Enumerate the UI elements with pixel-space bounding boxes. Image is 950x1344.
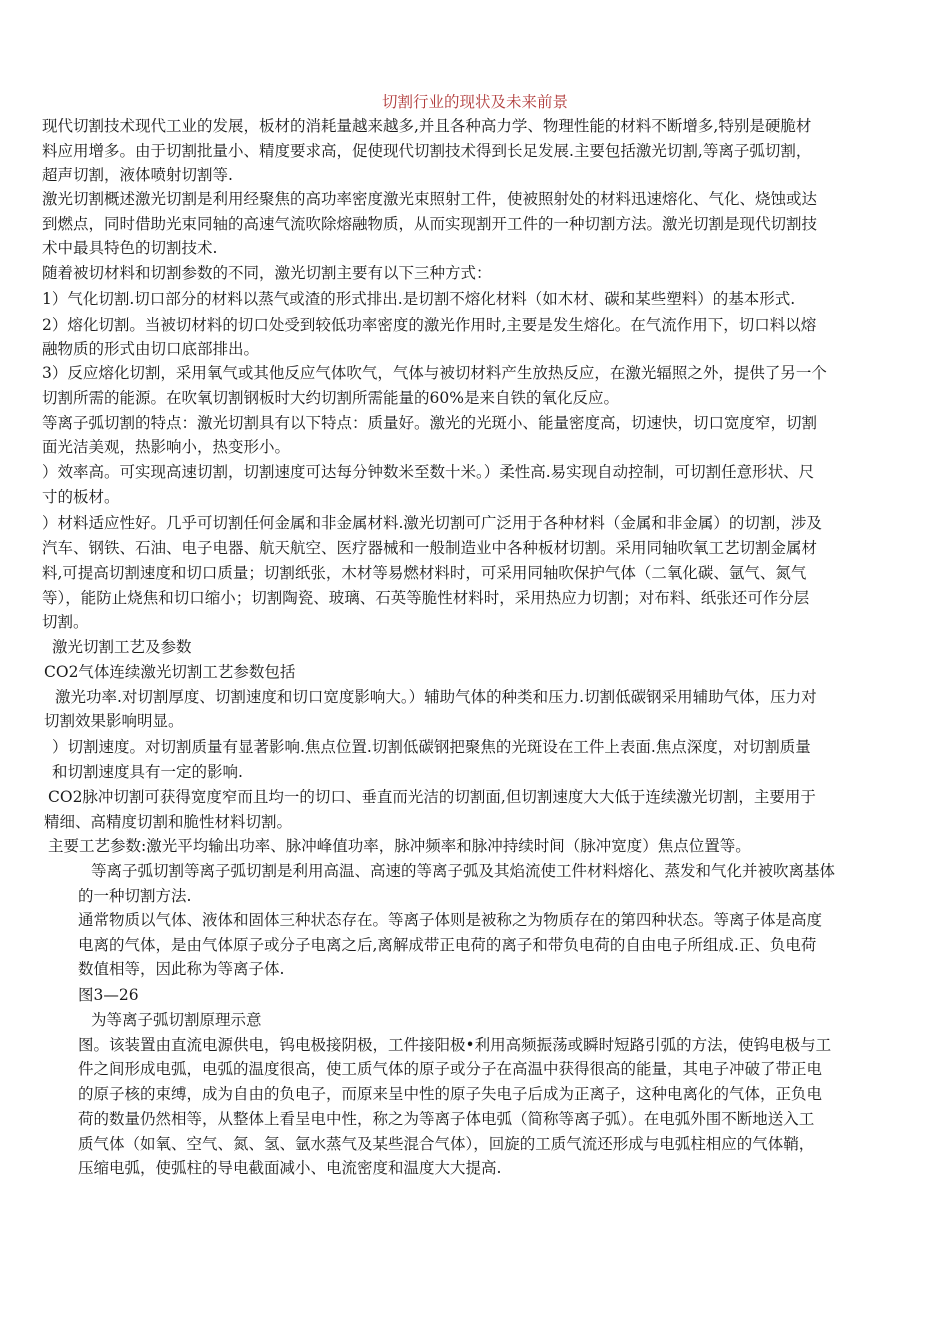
- text-line: 切割所需的能源。在吹氧切割钢板时大约切割所需能量的60%是来自铁的氧化反应。: [42, 389, 619, 407]
- text-line: ）切割速度。对切割质量有显著影响.焦点位置.切割低碳钢把聚焦的光斑设在工件上表面.焦点深度，对切割质量: [52, 738, 811, 756]
- text-line: 等离子弧切割等离子弧切割是利用高温、高速的等离子弧及其焰流使工件材料熔化、蒸发和气化并被吹离基体: [91, 862, 836, 880]
- text-line: 现代切割技术现代工业的发展，板材的消耗量越来越多,并且各种高力学、物理性能的材料不断增多,特别是硬脆材: [42, 117, 812, 135]
- text-line: 和切割速度具有一定的影响.: [52, 763, 243, 781]
- text-line: 荷的数量仍然相等，从整体上看呈电中性，称之为等离子体电弧（简称等离子弧）。在电弧外围不断地送入工: [78, 1110, 815, 1128]
- text-line: 质气体（如氧、空气、氮、氢、氩水蒸气及某些混合气体），回旋的工质气流还形成与电弧柱相应的气体鞘，: [78, 1135, 815, 1153]
- text-line: 料应用增多。由于切割批量小、精度要求高，促使现代切割技术得到长足发展.主要包括激光切割,等离子弧切割，: [42, 142, 812, 160]
- text-line: CO2脉冲切割可获得宽度窄而且均一的切口、垂直而光洁的切割面,但切割速度大大低于连续激光切割，主要用于: [48, 788, 816, 806]
- text-line: CO2气体连续激光切割工艺参数包括: [44, 663, 296, 681]
- text-line: 激光功率.对切割厚度、切割速度和切口宽度影响大。）辅助气体的种类和压力.切割低碳钢采用辅助气体，压力对: [55, 688, 817, 706]
- text-line: 3）反应熔化切割，采用氧气或其他反应气体吹气，气体与被切材料产生放热反应，在激光辐照之外，提供了另一个: [42, 364, 827, 382]
- text-line: 切割。: [42, 613, 89, 631]
- text-line: 图。该装置由直流电源供电，钨电极接阴极，工件接阳极•利用高频振荡或瞬时短路引弧的方法，使钨电极与工: [78, 1036, 832, 1054]
- text-line: 料,可提高切割速度和切口质量；切割纸张，木材等易燃材料时，可采用同轴吹保护气体（二氧化碳、氩气、氮气: [42, 564, 807, 582]
- text-line: 件之间形成电弧，电弧的温度很高，使工质气体的原子或分子在高温中获得很高的能量，其电子冲破了带正电: [78, 1060, 823, 1078]
- text-line: 精细、高精度切割和脆性材料切割。: [44, 813, 293, 831]
- text-line: 术中最具特色的切割技术.: [42, 239, 218, 257]
- text-line: 等），能防止烧焦和切口缩小；切割陶瓷、玻璃、石英等脆性材料时，采用热应力切割；对布料、纸张还可作分层: [42, 589, 810, 607]
- text-line: 的原子核的束缚，成为自由的负电子，而原来呈中性的原子失电子后成为正离子，这种电离化的气体，正负电: [78, 1085, 823, 1103]
- text-line: 的一种切割方法.: [78, 887, 192, 905]
- text-line: 激光切割概述激光切割是利用经聚焦的高功率密度激光束照射工件，使被照射处的材料迅速熔化、气化、烧蚀或达: [42, 190, 818, 208]
- text-line: 面光洁美观，热影响小，热变形小。: [42, 438, 291, 456]
- text-line: 通常物质以气体、液体和固体三种状态存在。等离子体则是被称之为物质存在的第四种状态。等离子体是高度: [78, 911, 823, 929]
- text-line: 汽车、钢铁、石油、电子电器、航天航空、医疗器械和一般制造业中各种板材切割。采用同轴吹氧工艺切割金属材: [42, 539, 818, 557]
- text-line: 融物质的形式由切口底部排出。: [42, 340, 260, 358]
- text-line: 数值相等，因此称为等离子体.: [78, 960, 285, 978]
- text-line: 压缩电弧，使弧柱的导电截面减小、电流密度和温度大大提高.: [78, 1159, 502, 1177]
- text-line: 切割效果影响明显。: [44, 712, 184, 730]
- text-line: 随着被切材料和切割参数的不同，激光切割主要有以下三种方式：: [42, 264, 492, 282]
- text-line: 1）气化切割.切口部分的材料以蒸气或渣的形式排出.是切割不熔化材料（如木材、碳和某些塑料）的基本形式.: [42, 290, 796, 308]
- text-line: 到燃点，同时借助光束同轴的高速气流吹除熔融物质，从而实现割开工件的一种切割方法。激光切割是现代切割技: [42, 215, 818, 233]
- text-line: 主要工艺参数:激光平均输出功率、脉冲峰值功率，脉冲频率和脉冲持续时间（脉冲宽度）焦点位置等。: [48, 837, 751, 855]
- text-line: ）材料适应性好。几乎可切割任何金属和非金属材料.激光切割可广泛用于各种材料（金属和非金属）的切割，涉及: [42, 514, 822, 532]
- text-line: 超声切割，液体喷射切割等.: [42, 166, 233, 184]
- text-line: ）效率高。可实现高速切割，切割速度可达每分钟数米至数十米。）柔性高.易实现自动控制，可切割任意形状、尺: [42, 463, 815, 481]
- text-line: 等离子弧切割的特点：激光切割具有以下特点：质量好。激光的光斑小、能量密度高，切速快，切口宽度窄，切割: [42, 414, 818, 432]
- figure-caption: 为等离子弧切割原理示意: [91, 1011, 262, 1029]
- figure-label: 图3—26: [78, 986, 139, 1004]
- document-title: 切割行业的现状及未来前景: [381, 93, 568, 111]
- section-heading: 激光切割工艺及参数: [52, 638, 192, 656]
- text-line: 电离的气体，是由气体原子或分子电离之后,离解成带正电荷的离子和带负电荷的自由电子所组成.正、负电荷: [78, 936, 817, 954]
- text-line: 寸的板材。: [42, 488, 120, 506]
- text-line: 2）熔化切割。当被切材料的切口处受到较低功率密度的激光作用时,主要是发生熔化。在气流作用下，切口料以熔: [42, 316, 817, 334]
